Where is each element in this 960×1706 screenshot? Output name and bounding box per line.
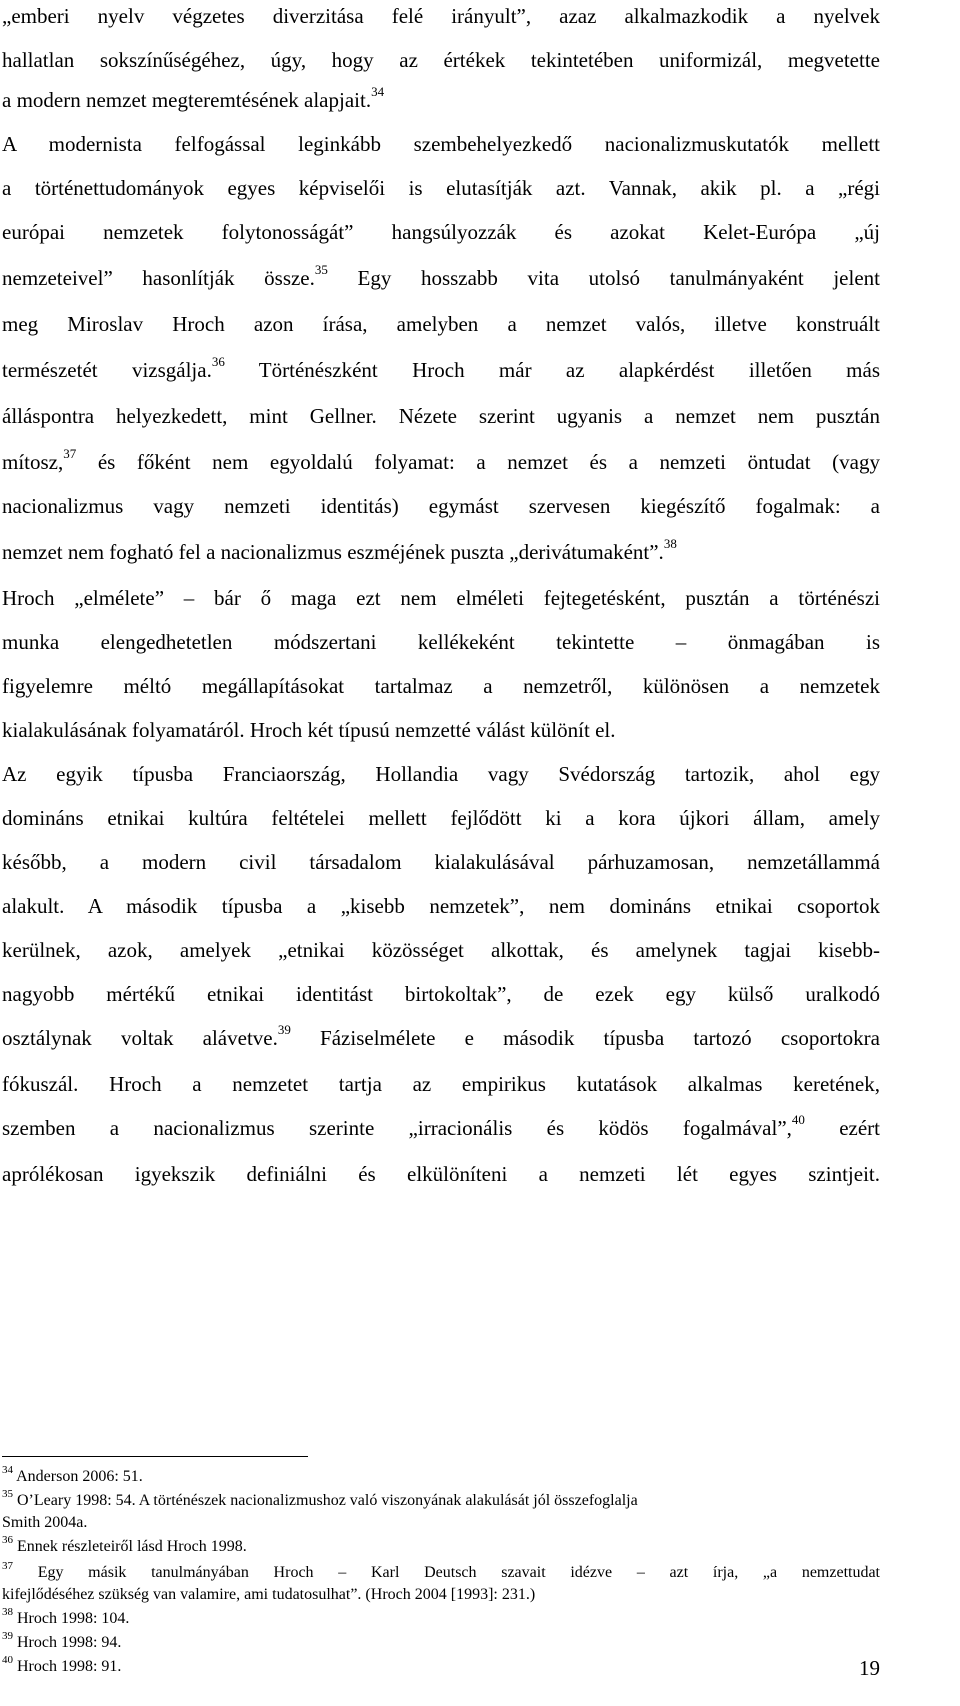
text-line: Az egyik típusba Franciaország, Hollandia vagy Svédország tartozik, ahol egy	[2, 762, 880, 786]
footnote-ref[interactable]: 40	[791, 1112, 805, 1127]
text-line: később, a modern civil társadalom kialakulásával párhuzamosan, nemzetállammá	[2, 850, 880, 874]
footnote-34: $^{34}$ Anderson 2006: 51.	[2, 1463, 143, 1485]
text-line: aprólékosan igyekszik definiálni és elkülöníteni a nemzeti lét egyes szintjeit.	[2, 1162, 880, 1186]
text-line: hallatlan sokszínűségéhez, úgy, hogy az értékek tekintetében uniformizál, megvetette	[2, 48, 880, 72]
footnote-ref[interactable]: 34	[371, 84, 385, 99]
text-line: alakult. A második típusba a „kisebb nemzetek”, nem domináns etnikai csoportok	[2, 894, 880, 918]
footnote-ref[interactable]: 36	[211, 354, 225, 369]
footnote-separator	[2, 1456, 308, 1457]
text-line: szemben a nacionalizmus szerinte „irracionális és ködös fogalmával”,$^{40}$ ezért	[2, 1112, 880, 1140]
footnote-35: $^{35}$ O’Leary 1998: 54. A történészek nacionalizmushoz való viszonyának alakulását jól összefoglalja	[2, 1487, 638, 1509]
footnote-ref[interactable]: 37	[63, 446, 77, 461]
text-line: munka elengedhetetlen módszertani kellékeként tekintette – önmagában is	[2, 630, 880, 654]
text-line: kerülnek, azok, amelyek „etnikai közösséget alkottak, és amelynek tagjai kisebb-	[2, 938, 880, 962]
page-number: 19	[859, 1656, 880, 1680]
text-line: természetét vizsgálja.$^{36}$ Történészként Hroch már az alapkérdést illetően más	[2, 354, 880, 382]
text-line: A modernista felfogással leginkább szembehelyezkedő nacionalizmuskutatók mellett	[2, 132, 880, 156]
footnote-37: $^{37}$ Egy másik tanulmányában Hroch – Karl Deutsch szavait idézve – azt írja, „a nemzettudat	[2, 1559, 880, 1581]
footnote-35-cont: Smith 2004a.	[2, 1514, 88, 1531]
footnote-36: $^{36}$ Ennek részleteiről lásd Hroch 1998.	[2, 1533, 247, 1555]
text-line: nemzeteivel” hasonlítják össze.$^{35}$ Egy hosszabb vita utolsó tanulmányaként jelent	[2, 262, 880, 290]
text-line: európai nemzetek folytonosságát” hangsúlyozzák és azokat Kelet-Európa „új	[2, 220, 880, 244]
footnote-39: $^{39}$ Hroch 1998: 94.	[2, 1629, 122, 1651]
footnote-37-cont: kifejlődéséhez szükség van valamire, ami tudatosulhat”. (Hroch 2004 [1993]: 231.)	[2, 1586, 536, 1603]
text-line: „emberi nyelv végzetes diverzitása felé irányult”, azaz alkalmazkodik a nyelvek	[2, 4, 880, 28]
text-line: Hroch „elmélete” – bár ő maga ezt nem elméleti fejtegetésként, pusztán a történészi	[2, 586, 880, 610]
footnote-40: $^{40}$ Hroch 1998: 91.	[2, 1653, 122, 1675]
text-line: kialakulásának folyamatáról. Hroch két típusú nemzetté válást különít el.	[2, 718, 616, 742]
footnote-38: $^{38}$ Hroch 1998: 104.	[2, 1605, 130, 1627]
text-line: meg Miroslav Hroch azon írása, amelyben a nemzet valós, illetve konstruált	[2, 312, 880, 336]
text-line: osztálynak voltak alávetve.$^{39}$ Fáziselmélete e második típusba tartozó csoportokra	[2, 1022, 880, 1050]
text-line: álláspontra helyezkedett, mint Gellner. Nézete szerint ugyanis a nemzet nem pusztán	[2, 404, 880, 428]
footnote-ref[interactable]: 38	[663, 536, 677, 551]
text-line: mítosz,$^{37}$ és főként nem egyoldalú folyamat: a nemzet és a nemzeti öntudat (vagy	[2, 446, 880, 474]
text-line: domináns etnikai kultúra feltételei mellett fejlődött ki a kora újkori állam, amely	[2, 806, 880, 830]
text-line: nemzet nem fogható fel a nacionalizmus eszméjének puszta „derivátumaként”.$^{38}$	[2, 536, 677, 564]
text-line: figyelemre méltó megállapításokat tartalmaz a nemzetről, különösen a nemzetek	[2, 674, 880, 698]
text-line: nagyobb mértékű etnikai identitást birtokoltak”, de ezek egy külső uralkodó	[2, 982, 880, 1006]
footnote-ref[interactable]: 39	[277, 1022, 291, 1037]
text-line: nacionalizmus vagy nemzeti identitás) egymást szervesen kiegészítő fogalmak: a	[2, 494, 880, 518]
footnote-ref[interactable]: 35	[314, 262, 328, 277]
text-line: a modern nemzet megteremtésének alapjait.$^{34}$	[2, 84, 385, 112]
text-line: fókuszál. Hroch a nemzetet tartja az empirikus kutatások alkalmas keretének,	[2, 1072, 880, 1096]
text-line: a történettudományok egyes képviselői is elutasítják azt. Vannak, akik pl. a „régi	[2, 176, 880, 200]
